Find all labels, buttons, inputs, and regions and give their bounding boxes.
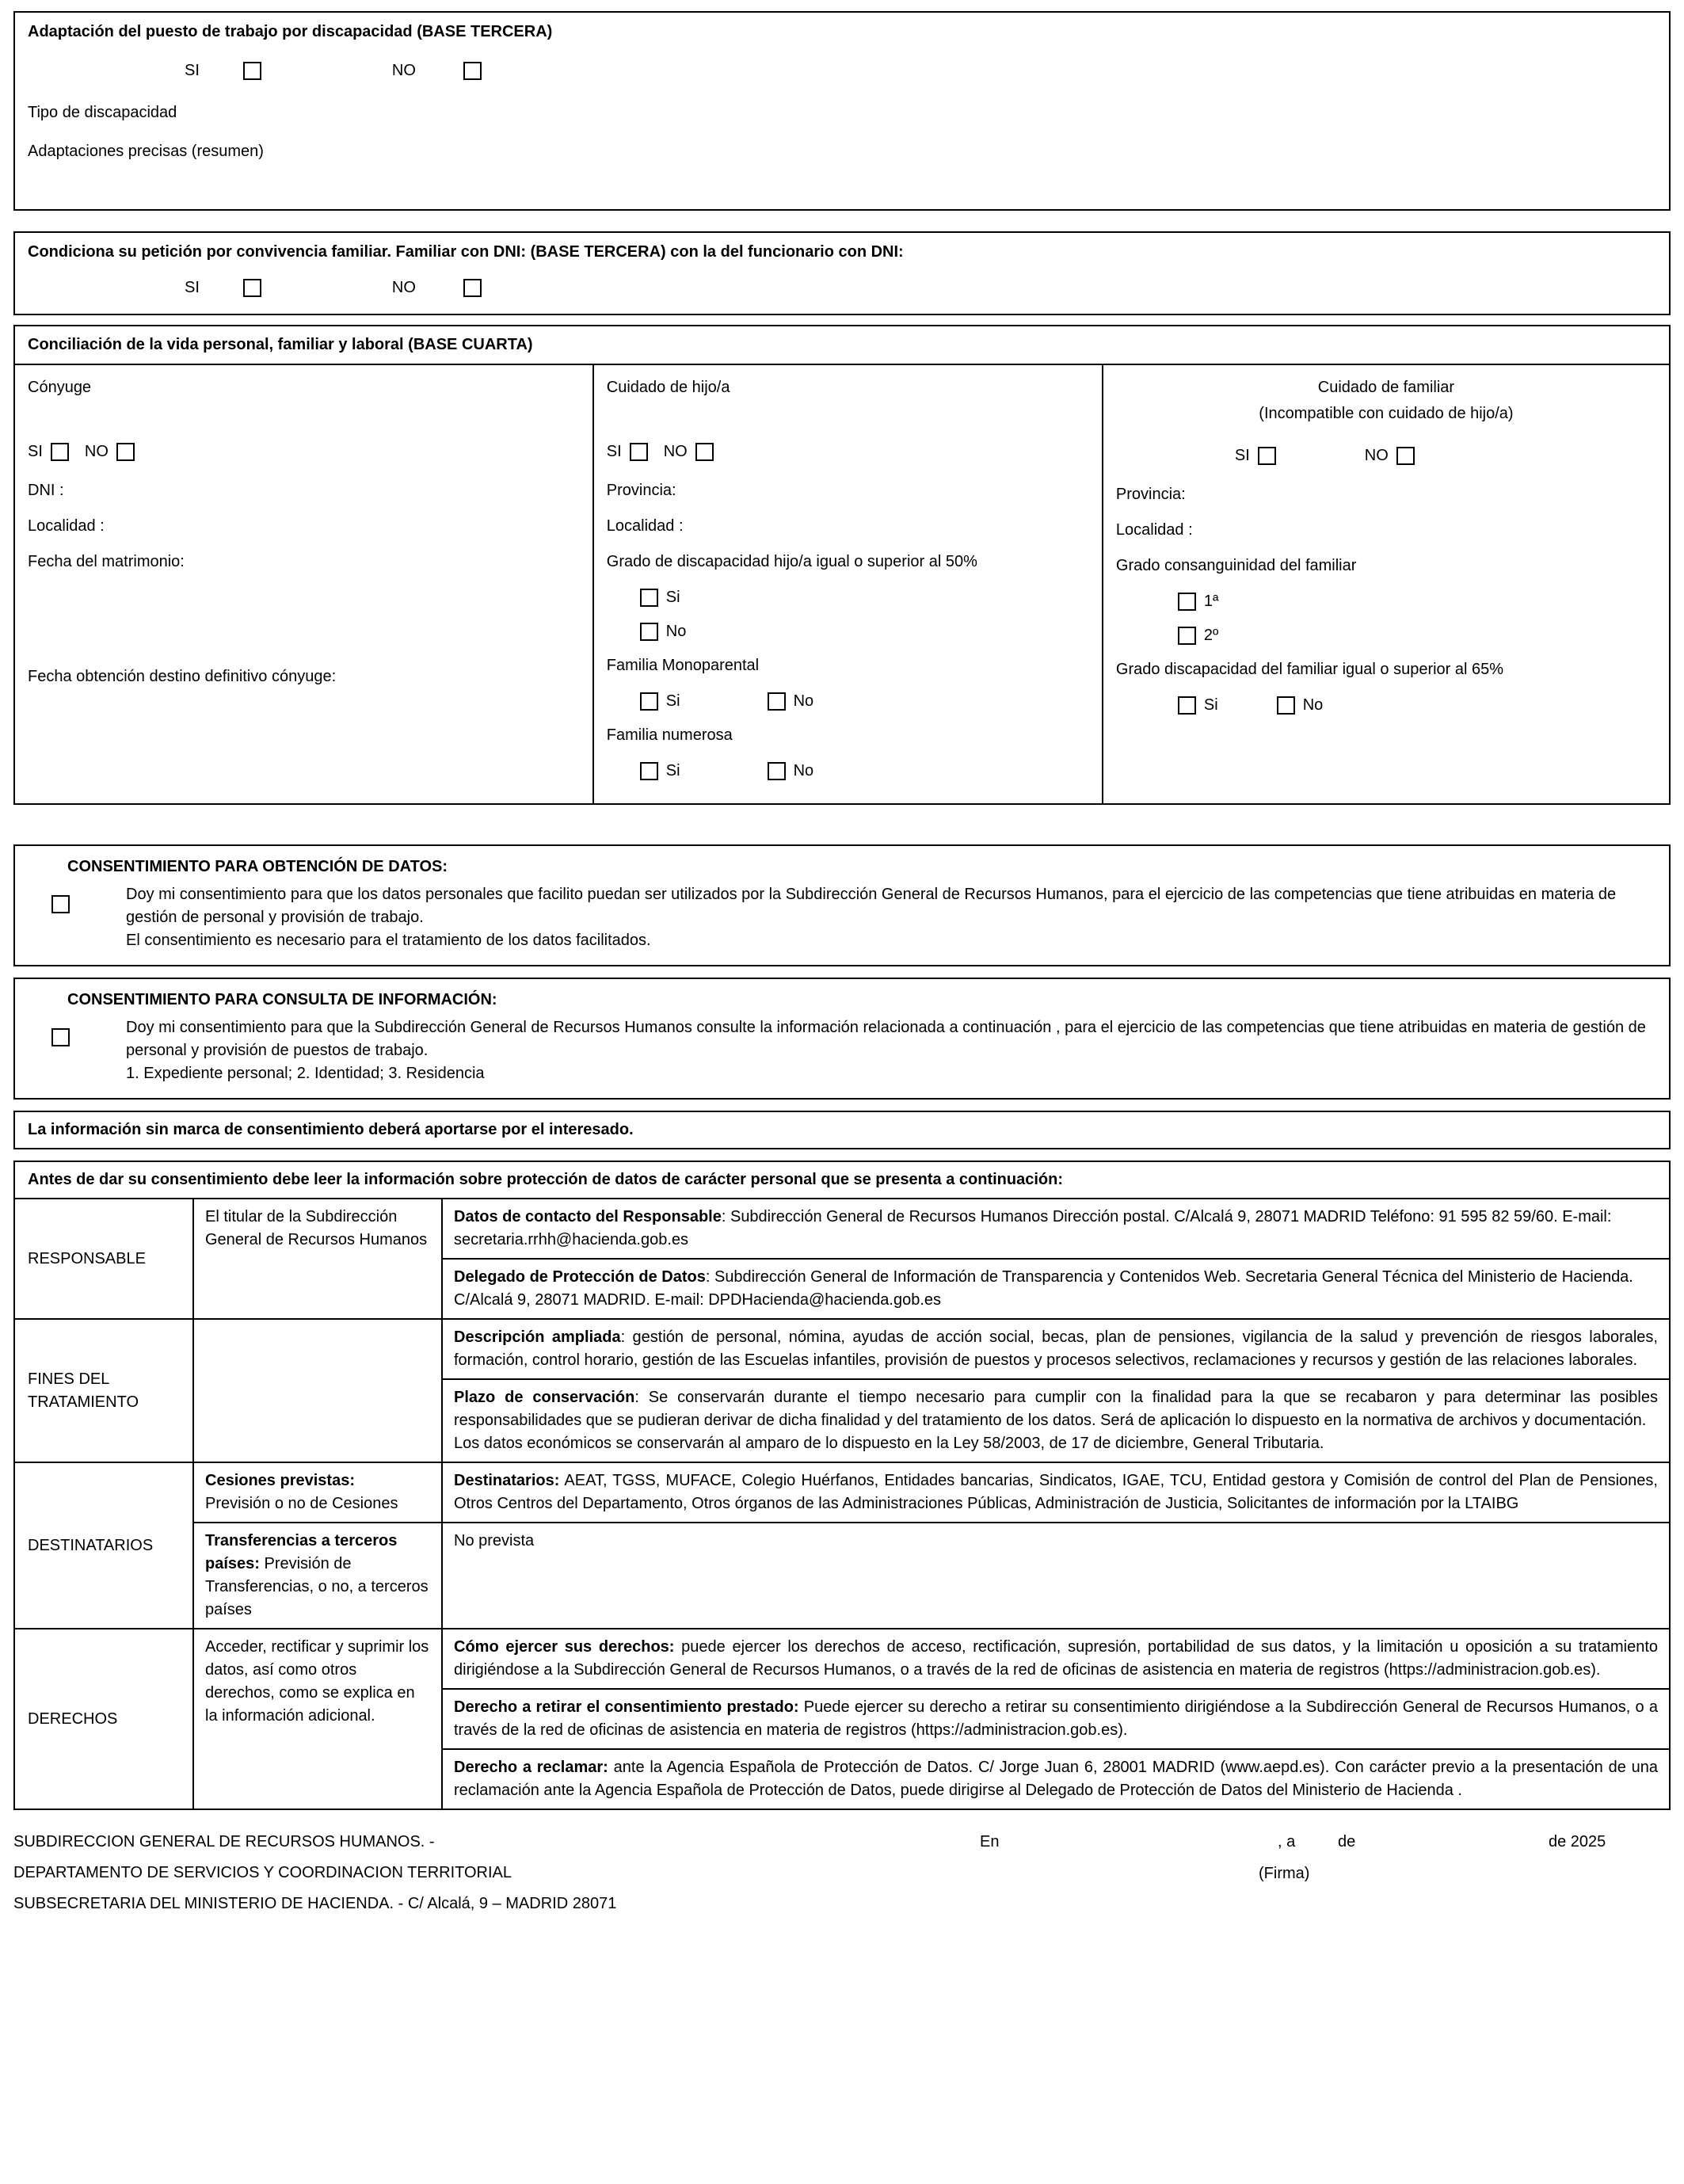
consanguinidad-1-option <box>1116 590 1656 613</box>
footer-line3: SUBSECRETARIA DEL MINISTERIO DE HACIENDA. - C/ Alcalá, 9 – MADRID 28071 <box>13 1895 617 1912</box>
no-prevista-cell: No prevista <box>442 1523 1670 1629</box>
convivencia-si-no-row <box>28 276 1656 299</box>
si-label: SI <box>606 443 622 460</box>
dpd-lead: Delegado de Protección de Datos <box>454 1268 706 1286</box>
derecho-reclamar-text: ante la Agencia Española de Protección de Datos. C/ Jorge Juan 6, 28001 MADRID (www.aepd.es). Con carácter previo a la presentación de una reclamación ante la Agencia Española de Protección de Datos, puede dirigirse al Delegado de Protección de Datos del Ministerio de Hacienda . <box>454 1759 1658 1799</box>
grado-discapacidad-hijo-label: Grado de discapacidad hijo/a igual o superior al 50% <box>606 553 977 570</box>
discapacidad-familiar-si-checkbox[interactable] <box>1178 696 1196 715</box>
adaptacion-si-checkbox[interactable] <box>243 62 261 80</box>
datos-contacto-text: : Subdirección General de Recursos Humanos Dirección postal. C/Alcalá 9, 28071 MADRID Teléfono: 91 595 82 59/60. E-mail: secretaria.rrhh@hacienda.gob.es <box>454 1208 1612 1248</box>
consent-consulta-text: Doy mi consentimiento para que la Subdirección General de Recursos Humanos consulte la información relacionada a continuación , para el ejercicio de las competencias que tiene atribuidas en materia de gestión de personal y provisión de puestos de trabajo. <box>126 1019 1646 1059</box>
si-label: SI <box>28 443 43 460</box>
grado-2-label: 2º <box>1203 627 1219 644</box>
familiar-localidad-label: Localidad : <box>1115 521 1193 539</box>
hijo-si-checkbox[interactable] <box>630 443 648 461</box>
section-consent-obtencion <box>13 844 1671 966</box>
table-row <box>14 1462 1670 1523</box>
si-label: SI <box>185 62 200 79</box>
no-label: NO <box>391 62 416 79</box>
destinatarios-lista-cell <box>442 1462 1670 1523</box>
grado-hijo-si-option <box>607 586 1089 609</box>
derechos-category-cell: DERECHOS <box>14 1629 193 1809</box>
nota-proteccion-bar <box>13 1161 1671 1199</box>
table-row <box>14 1199 1670 1259</box>
footer-firma-label: (Firma) <box>1259 1865 1310 1882</box>
discapacidad-familiar-options-row <box>1116 694 1656 717</box>
consent-obtencion-checkbox[interactable] <box>51 895 70 913</box>
plazo-conservacion-lead: Plazo de conservación <box>454 1389 635 1406</box>
no-label: NO <box>84 443 109 460</box>
conciliacion-header <box>13 325 1671 365</box>
conyuge-column <box>15 365 594 803</box>
derecho-retirar-lead: Derecho a retirar el consentimiento prestado: <box>454 1698 799 1716</box>
numerosa-options-row <box>607 760 1089 783</box>
como-ejercer-lead: Cómo ejercer sus derechos: <box>454 1638 675 1656</box>
conyuge-si-no-row <box>28 440 580 463</box>
cuidado-familiar-subtitle: (Incompatible con cuidado de hijo/a) <box>1259 405 1514 422</box>
hijo-no-checkbox[interactable] <box>695 443 714 461</box>
consent-consulta-checkbox[interactable] <box>51 1028 70 1046</box>
si-label: SI <box>1234 447 1250 464</box>
section-conciliacion <box>13 325 1671 805</box>
si-option-label: Si <box>665 692 680 710</box>
footer-line2: DEPARTAMENTO DE SERVICIOS Y COORDINACION TERRITORIAL <box>13 1864 512 1881</box>
si-option-label: Si <box>1203 696 1218 714</box>
proteccion-datos-table <box>13 1198 1671 1810</box>
como-ejercer-cell <box>442 1629 1670 1689</box>
numerosa-si-checkbox[interactable] <box>640 762 658 780</box>
dpd-address: C/Alcalá 9, 28071 MADRID. E-mail: DPDHacienda@hacienda.gob.es <box>454 1291 942 1309</box>
grado-1-label: 1ª <box>1203 593 1219 610</box>
plazo-conservacion-text: : Se conservarán durante el tiempo necesario para cumplir con la finalidad para la que se recabaron y para determinar las posibles responsabilidades que se pudieran derivar de dicha finalidad y del tratamiento de los datos. Será de aplicación lo dispuesto en la normativa de archivos y documentación. <box>454 1389 1658 1429</box>
section-consent-consulta <box>13 978 1671 1100</box>
fines-category-cell: FINES DEL TRATAMIENTO <box>14 1319 193 1462</box>
no-option-label: No <box>793 762 814 779</box>
conciliacion-table <box>13 364 1671 805</box>
familiar-provincia-label: Provincia: <box>1115 486 1186 503</box>
descripcion-ampliada-lead: Descripción ampliada <box>454 1328 621 1346</box>
no-option-label: No <box>1302 696 1324 714</box>
derecho-reclamar-lead: Derecho a reclamar: <box>454 1759 608 1776</box>
consanguinidad-1-checkbox[interactable] <box>1178 593 1196 611</box>
consent-obtencion-note: El consentimiento es necesario para el tratamiento de los datos facilitados. <box>126 932 651 949</box>
fecha-matrimonio-label: Fecha del matrimonio: <box>28 553 185 570</box>
cesiones-previstas-text: Previsión o no de Cesiones <box>205 1495 398 1512</box>
monoparental-options-row <box>607 690 1089 713</box>
cesiones-previstas-cell <box>193 1462 442 1523</box>
responsable-category-cell: RESPONSABLE <box>14 1199 193 1319</box>
conciliacion-title: Conciliación de la vida personal, familiar y laboral (BASE CUARTA) <box>28 336 533 353</box>
footer-a-label: , a <box>1278 1833 1296 1850</box>
hijo-provincia-label: Provincia: <box>606 482 676 499</box>
transferencias-lead: Transferencias a terceros países: <box>205 1532 398 1572</box>
si-option-label: Si <box>665 589 680 606</box>
consanguinidad-2-checkbox[interactable] <box>1178 627 1196 645</box>
conyuge-localidad-label: Localidad : <box>28 517 105 535</box>
monoparental-no-checkbox[interactable] <box>768 692 786 711</box>
plazo-conservacion-cell <box>442 1379 1670 1462</box>
transferencias-text: Previsión de Transferencias, o no, a terceros países <box>205 1555 429 1618</box>
section-convivencia-title: Condiciona su petición por convivencia familiar. Familiar con DNI: (BASE TERCERA) con la del funcionario con DNI: <box>28 243 904 261</box>
section-adaptacion <box>13 11 1671 211</box>
consent-obtencion-text: Doy mi consentimiento para que los datos personales que facilito puedan ser utilizados por la Subdirección General de Recursos Humanos, para el ejercicio de las competencias que tiene atribuidas en materia de gestión de personal y provisión de trabajo. <box>126 886 1617 926</box>
no-label: NO <box>391 279 416 296</box>
consent-obtencion-title: CONSENTIMIENTO PARA OBTENCIÓN DE DATOS: <box>67 858 448 875</box>
destinatarios-category-cell: DESTINATARIOS <box>14 1462 193 1629</box>
conyuge-no-checkbox[interactable] <box>116 443 135 461</box>
footer-line1: SUBDIRECCION GENERAL DE RECURSOS HUMANOS. - <box>13 1833 435 1850</box>
grado-hijo-no-checkbox[interactable] <box>640 623 658 641</box>
adaptacion-no-checkbox[interactable] <box>463 62 482 80</box>
dpd-cell <box>442 1259 1670 1319</box>
familia-monoparental-label: Familia Monoparental <box>606 657 760 674</box>
destinatarios-text: AEAT, TGSS, MUFACE, Colegio Huérfanos, Entidades bancarias, Sindicatos, IGAE, TCU, Entidad gestora y Comisión de control del Plan de Pensiones, Otros Centros del Departamento, Otros órganos de las Administraciones Públicas, Administración de Justicia, Solicitantes de información por la LTAIBG <box>454 1472 1658 1512</box>
hijo-localidad-label: Localidad : <box>606 517 684 535</box>
convivencia-si-checkbox[interactable] <box>243 279 261 297</box>
section-adaptacion-title: Adaptación del puesto de trabajo por discapacidad (BASE TERCERA) <box>28 23 553 40</box>
datos-economicos-text: Los datos económicos se conservarán al amparo de lo dispuesto en la Ley 58/2003, de 17 de diciembre, General Tributaria. <box>454 1435 1324 1452</box>
hijo-si-no-row <box>607 440 1089 463</box>
responsable-desc-cell: El titular de la Subdirección General de Recursos Humanos <box>193 1199 442 1319</box>
cuidado-hijo-title: Cuidado de hijo/a <box>606 379 730 396</box>
no-option-label: No <box>793 692 814 710</box>
cuidado-familiar-column <box>1103 365 1669 803</box>
grado-discapacidad-familiar-label: Grado discapacidad del familiar igual o superior al 65% <box>1115 661 1504 678</box>
no-label: NO <box>1364 447 1389 464</box>
adaptacion-si-no-row <box>28 59 1656 82</box>
grado-consanguinidad-label: Grado consanguinidad del familiar <box>1115 557 1357 574</box>
conyuge-title: Cónyuge <box>28 379 92 396</box>
footer-en-label: En <box>980 1833 1000 1850</box>
footer-de-label: de <box>1338 1833 1356 1850</box>
cuidado-hijo-column <box>594 365 1103 803</box>
familiar-si-no-row <box>1116 444 1656 467</box>
table-row <box>14 1523 1670 1629</box>
consanguinidad-2-option <box>1116 624 1656 647</box>
monoparental-si-checkbox[interactable] <box>640 692 658 711</box>
familiar-si-checkbox[interactable] <box>1258 447 1276 465</box>
familiar-no-checkbox[interactable] <box>1396 447 1415 465</box>
numerosa-no-checkbox[interactable] <box>768 762 786 780</box>
grado-hijo-no-option <box>607 620 1089 643</box>
derechos-desc-cell: Acceder, rectificar y suprimir los datos, así como otros derechos, como se explica en la información adicional. <box>193 1629 442 1809</box>
footer <box>13 1831 1671 1934</box>
fines-empty-cell <box>193 1319 442 1462</box>
si-label: SI <box>185 279 200 296</box>
datos-contacto-cell <box>442 1199 1670 1259</box>
convivencia-no-checkbox[interactable] <box>463 279 482 297</box>
conyuge-dni-label: DNI : <box>28 482 64 499</box>
fecha-destino-conyuge-label: Fecha obtención destino definitivo cónyuge: <box>28 668 337 685</box>
transferencias-cell <box>193 1523 442 1629</box>
discapacidad-familiar-no-checkbox[interactable] <box>1277 696 1295 715</box>
destinatarios-lead: Destinatarios: <box>454 1472 560 1489</box>
familia-numerosa-label: Familia numerosa <box>606 726 733 744</box>
adaptaciones-precisas-label: Adaptaciones precisas (resumen) <box>28 143 264 160</box>
footer-de-2025-label: de 2025 <box>1549 1833 1606 1850</box>
footer-address-block <box>13 1831 1671 1915</box>
consent-consulta-items: 1. Expediente personal; 2. Identidad; 3. Residencia <box>126 1065 485 1082</box>
descripcion-ampliada-cell <box>442 1319 1670 1379</box>
consent-consulta-title: CONSENTIMIENTO PARA CONSULTA DE INFORMACIÓN: <box>67 991 497 1008</box>
cesiones-previstas-lead: Cesiones previstas: <box>205 1472 355 1489</box>
derecho-reclamar-cell <box>442 1749 1670 1809</box>
conyuge-si-checkbox[interactable] <box>51 443 69 461</box>
tipo-discapacidad-label: Tipo de discapacidad <box>28 104 177 121</box>
cuidado-familiar-title: Cuidado de familiar <box>1317 379 1455 396</box>
nota-sin-marca-bar <box>13 1111 1671 1149</box>
nota-proteccion-text: Antes de dar su consentimiento debe leer la información sobre protección de datos de carácter personal que se presenta a continuación: <box>28 1171 1064 1188</box>
grado-hijo-si-checkbox[interactable] <box>640 589 658 607</box>
dpd-text: : Subdirección General de Información de Transparencia y Contenidos Web. Secretaria General Técnica del Ministerio de Hacienda. <box>705 1268 1633 1286</box>
si-option-label: Si <box>665 762 680 779</box>
nota-sin-marca-text: La información sin marca de consentimiento deberá aportarse por el interesado. <box>28 1121 634 1138</box>
como-ejercer-text: puede ejercer los derechos de acceso, rectificación, supresión, portabilidad de sus datos, y la limitación u oposición a su tratamiento dirigiéndose a la Subdirección General de Recursos Humanos, o a través de la red de oficinas de asistencia en materia de registros (https://administracion.gob.es). <box>454 1638 1658 1679</box>
derecho-retirar-cell <box>442 1689 1670 1749</box>
datos-contacto-lead: Datos de contacto del Responsable <box>454 1208 722 1225</box>
no-label: NO <box>663 443 688 460</box>
table-row <box>14 1629 1670 1689</box>
section-convivencia <box>13 231 1671 315</box>
derecho-retirar-text: Puede ejercer su derecho a retirar su consentimiento dirigiéndose a la Subdirección General de Recursos Humanos, o a través de la red de oficinas de asistencia en materia de registros (https://administracion.gob.es). <box>454 1698 1659 1739</box>
no-option-label: No <box>665 623 687 640</box>
descripcion-ampliada-text: : gestión de personal, nómina, ayudas de acción social, becas, plan de pensiones, vigilancia de la salud y prevención de riesgos laborales, formación, control horario, gestión de las Escuelas infantiles, provisión de puestos y procesos selectivos, reclamaciones y recursos y gestión de las relaciones laborales. <box>454 1328 1658 1369</box>
table-row <box>14 1319 1670 1379</box>
